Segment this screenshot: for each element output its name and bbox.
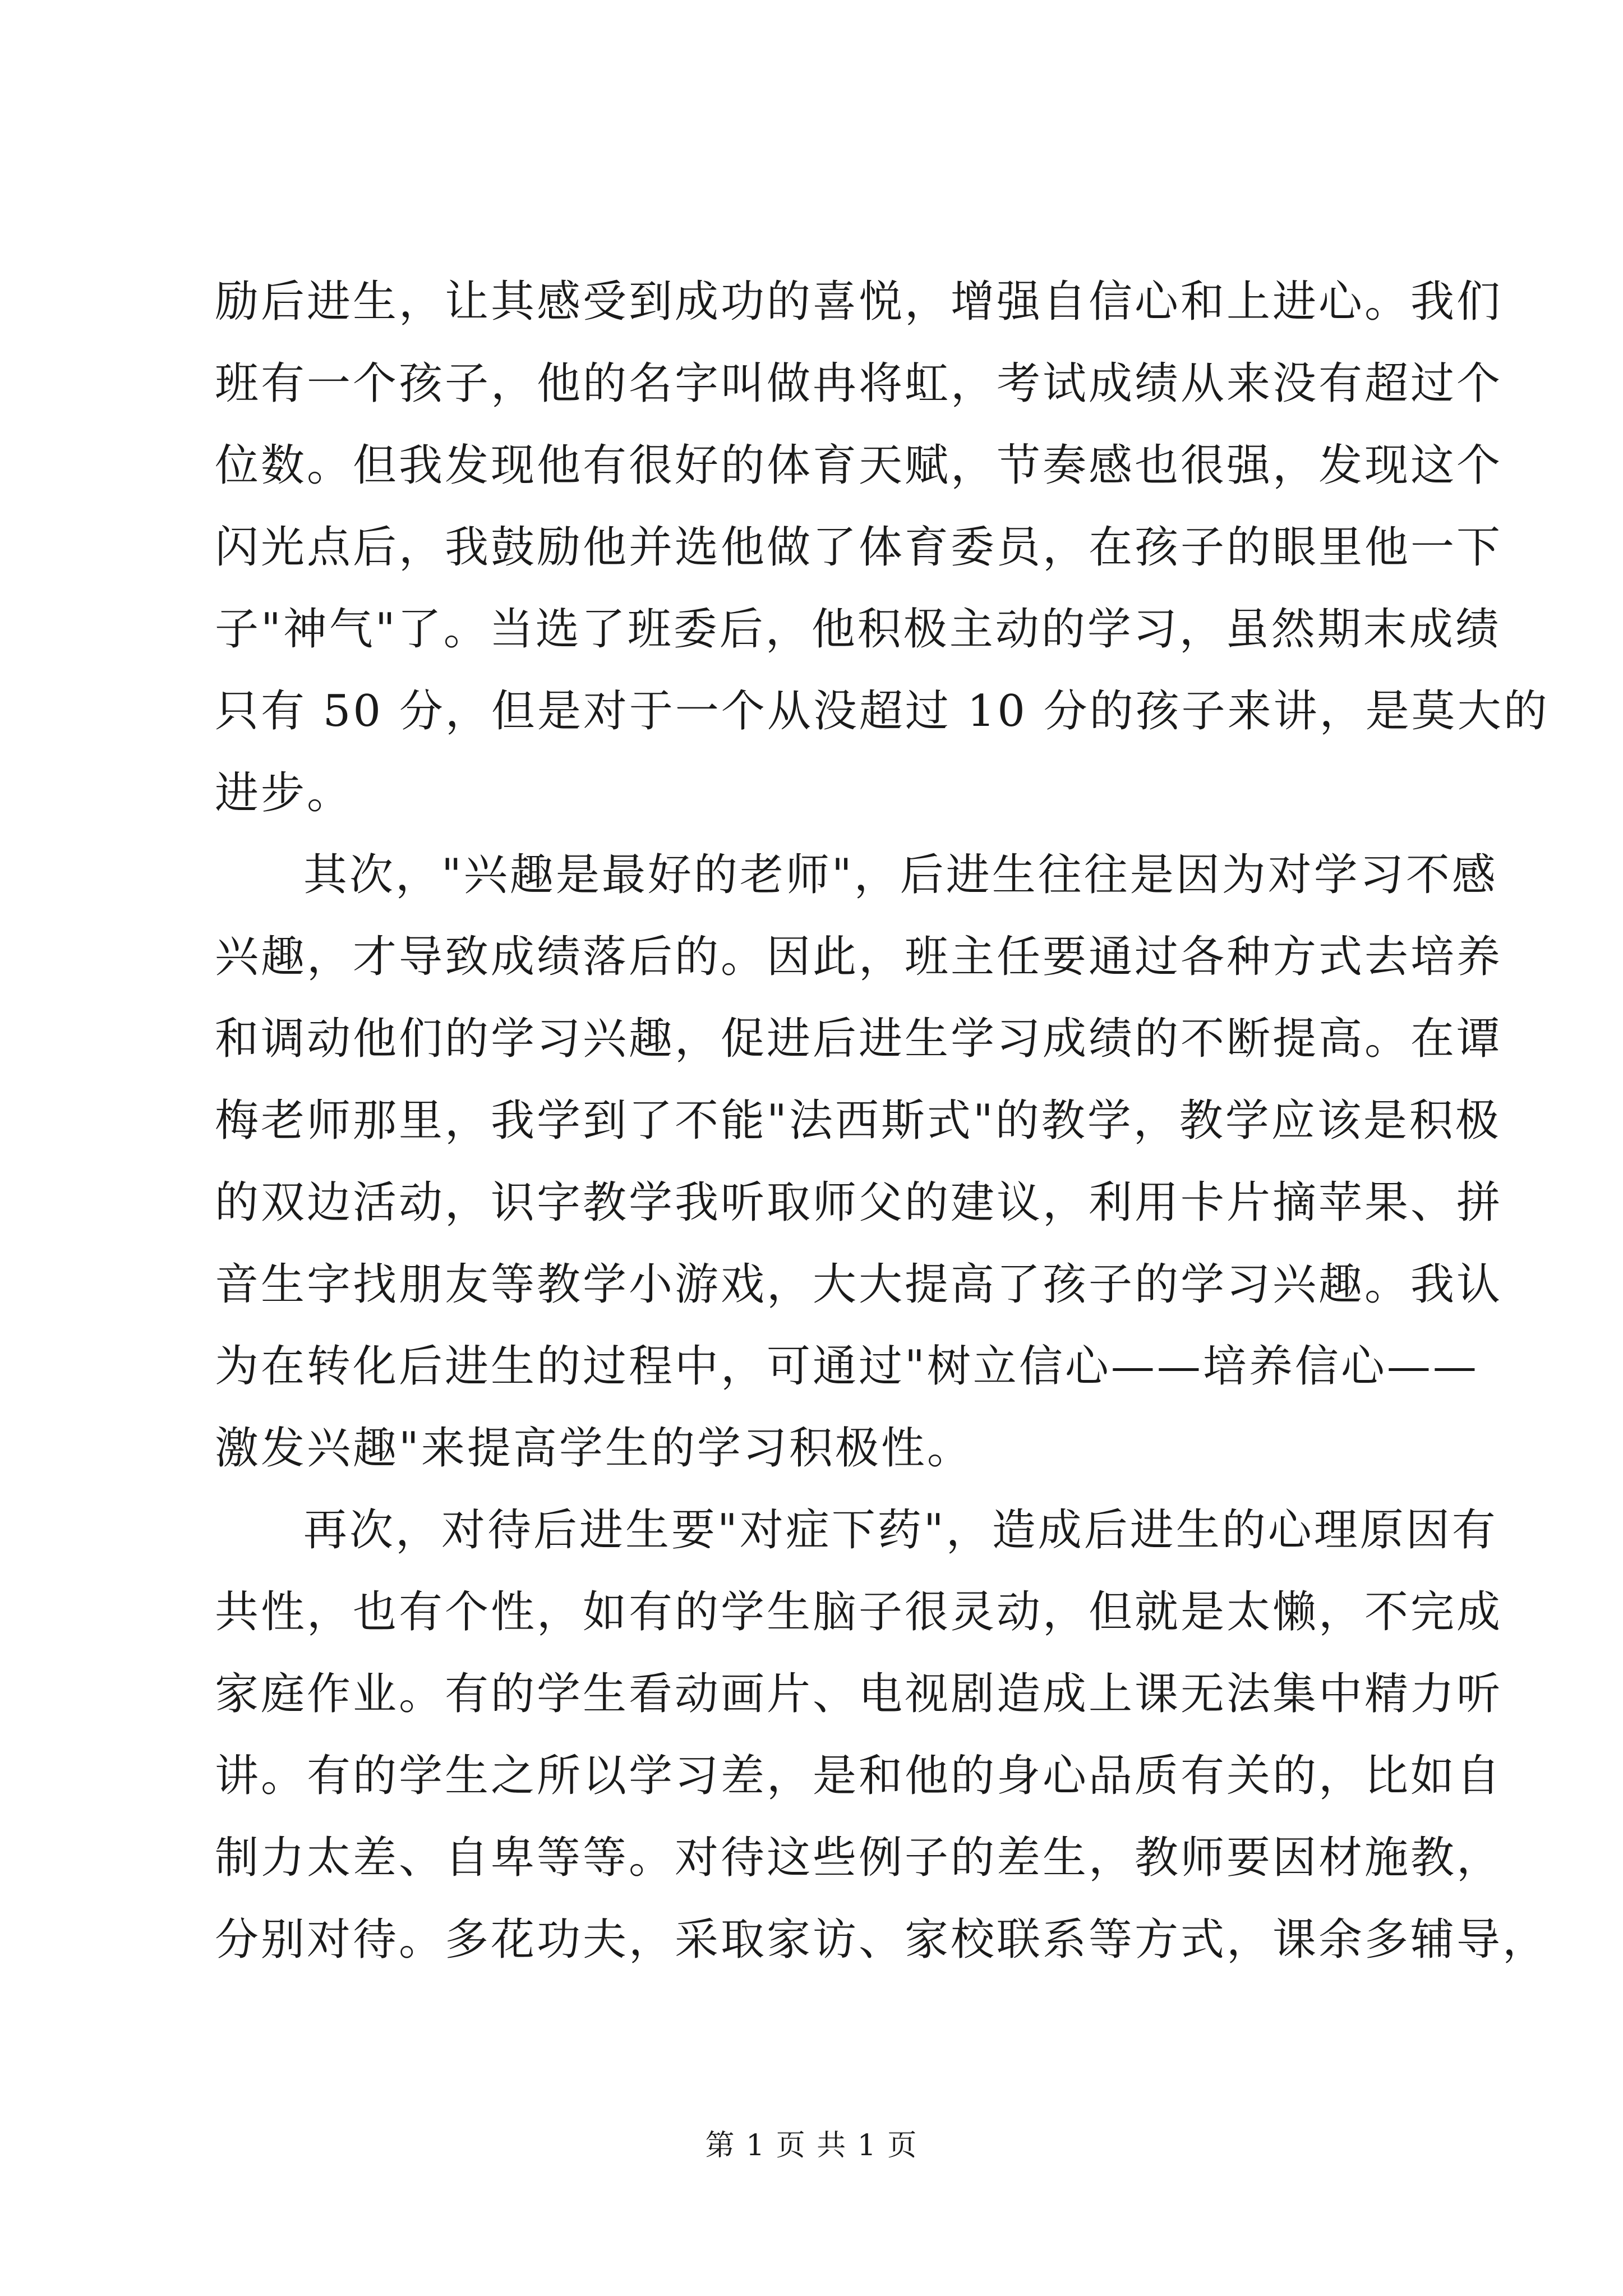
paragraph-first-line: 其次，"兴趣是最好的老师"，后进生往往是因为对学习不感: [303, 850, 1498, 900]
text-line: 的双边活动，识字教学我听取师父的建议，利用卡片摘苹果、拼: [215, 1177, 1503, 1228]
text-line: 子"神气"了。当选了班委后，他积极主动的学习，虽然期末成绩: [215, 604, 1501, 655]
text-line: 兴趣，才导致成绩落后的。因此，班主任要通过各种方式去培养: [215, 932, 1503, 982]
text-line: 分别对待。多花功夫，采取家访、家校联系等方式，课余多辅导，: [215, 1915, 1549, 1965]
paragraph-first-line: 再次，对待后进生要"对症下药"，造成后进生的心理原因有: [303, 1505, 1498, 1556]
text-line: 讲。有的学生之所以学习差，是和他的身心品质有关的，比如自: [215, 1751, 1503, 1801]
text-line: 为在转化后进生的过程中，可通过"树立信心——培养信心——: [215, 1341, 1479, 1392]
text-line: 闪光点后，我鼓励他并选他做了体育委员，在孩子的眼里他一下: [215, 522, 1503, 573]
text-line: 进步。: [215, 768, 353, 818]
text-line: 班有一个孩子，他的名字叫做冉将虹，考试成绩从来没有超过个: [215, 358, 1503, 409]
text-line: 梅老师那里，我学到了不能"法西斯式"的教学，教学应该是积极: [215, 1096, 1501, 1146]
text-line: 家庭作业。有的学生看动画片、电视剧造成上课无法集中精力听: [215, 1669, 1503, 1719]
text-line: 励后进生，让其感受到成功的喜悦，增强自信心和上进心。我们: [215, 277, 1503, 327]
text-line: 共性，也有个性，如有的学生脑子很灵动，但就是太懒，不完成: [215, 1587, 1503, 1637]
text-line: 音生字找朋友等教学小游戏，大大提高了孩子的学习兴趣。我认: [215, 1259, 1503, 1310]
text-line: 制力太差、自卑等等。对待这些例子的差生，教师要因材施教，: [215, 1833, 1503, 1883]
page-footer: 第 1 页 共 1 页: [705, 2129, 918, 2162]
body-text: [215, 261, 1550, 1981]
text-line: 激发兴趣"来提高学生的学习积极性。: [215, 1423, 973, 1474]
text-line: 位数。但我发现他有很好的体育天赋，节奏感也很强，发现这个: [215, 440, 1503, 491]
text-line: 只有 50 分，但是对于一个从没超过 10 分的孩子来讲，是莫大的: [215, 686, 1550, 737]
text-line: 和调动他们的学习兴趣，促进后进生学习成绩的不断提高。在谭: [215, 1014, 1503, 1064]
